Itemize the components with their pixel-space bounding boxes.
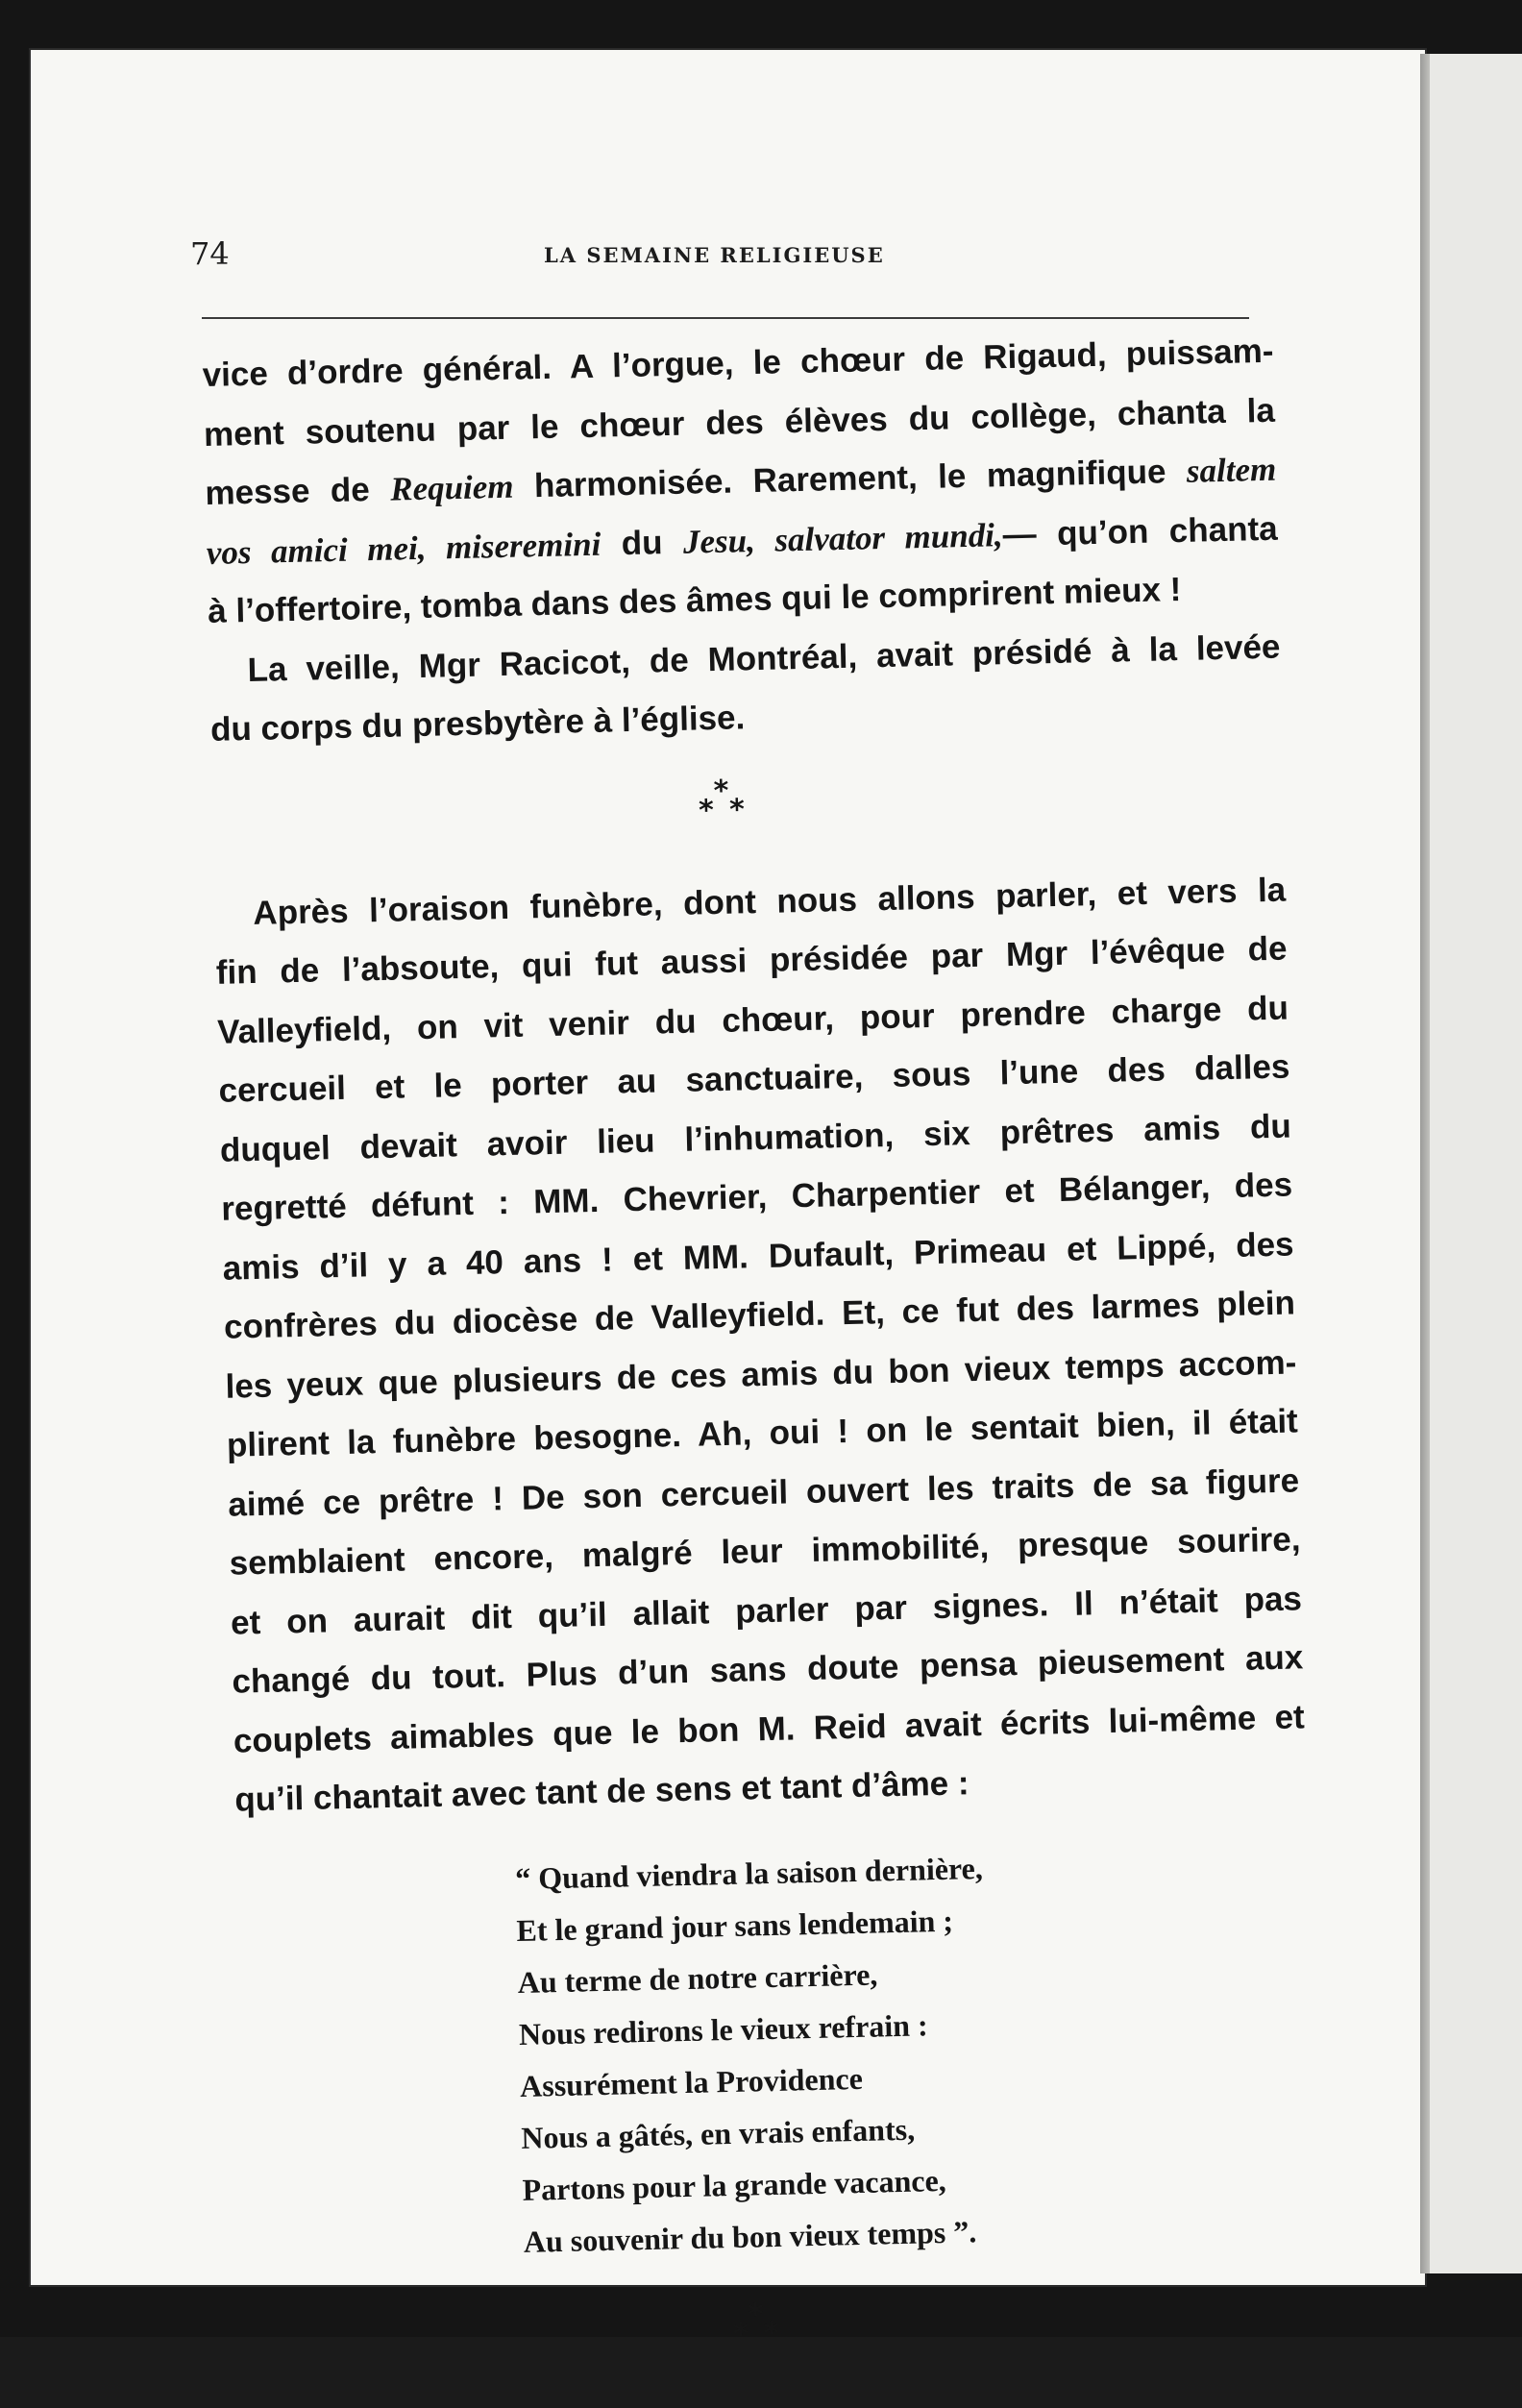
verse-line: Au souvenir du bon vieux temps ”. — [523, 2213, 977, 2259]
verse-line: Partons pour la grande vacance, — [522, 2162, 947, 2207]
text-line: confrères du diocèse de Valleyfield. Et, ce fut des larmes plein — [223, 1284, 1296, 1346]
text-run: — qu’on chanta — [1002, 509, 1279, 553]
asterism-star: * — [763, 2316, 780, 2350]
text-line: amis d’il y a 40 ans ! et MM. Dufault, Primeau et Lippé, des — [222, 1224, 1294, 1288]
text-line: changé du tout. Plus d’un sans doute pensa pieusement aux — [232, 1638, 1304, 1701]
text-line: plirent la funèbre besogne. Ah, oui ! on le sentait bien, il était — [226, 1402, 1299, 1464]
asterism-star: * — [748, 2297, 764, 2332]
verse-line: “ Quand viendra la saison dernière, — [514, 1850, 984, 1896]
text-line: les yeux que plusieurs de ces amis du bon vieux temps accom- — [225, 1342, 1297, 1406]
text-line: à l’offertoire, tomba dans des âmes qui le comprirent mieux ! — [207, 570, 1182, 630]
asterism-star: * — [732, 2317, 749, 2351]
page-number: 74 — [190, 235, 230, 272]
italic-run: Requiem — [389, 467, 514, 508]
text-line: La veille, Mgr Racicot, de Montréal, avait présidé à la levée — [247, 627, 1281, 689]
text-line: cercueil et le porter au sanctuaire, sous l’une des dalles — [218, 1047, 1290, 1110]
text-line: ment soutenu par le chœur des élèves du collège, chanta la — [203, 391, 1276, 454]
text-line: couplets aimables que le bon M. Reid avait écrits lui-même et — [233, 1697, 1306, 1760]
text-line: du corps du presbytère à l’église. — [209, 699, 746, 749]
verse-line: Assurément la Providence — [519, 2060, 864, 2103]
text-line: regretté défunt : MM. Chevrier, Charpentier et Bélanger, des — [220, 1166, 1293, 1228]
verse-line: Nous a gâtés, en vrais enfants, — [520, 2111, 916, 2155]
asterism — [692, 775, 790, 845]
running-head — [190, 235, 1266, 283]
text-line: Après l’oraison funèbre, dont nous allons parler, et vers la — [252, 871, 1287, 932]
asterism-star: * — [728, 792, 746, 827]
verse-line: Nous redirons le vieux refrain : — [518, 2006, 928, 2052]
paragraph-2 — [209, 617, 1283, 759]
paragraph-1 — [202, 322, 1280, 642]
asterism-star: * — [698, 793, 715, 827]
text-line: fin de l’absoute, qui fut aussi présidée par Mgr l’évêque de — [215, 929, 1288, 992]
header-rule — [202, 317, 1249, 319]
paragraph-3 — [214, 860, 1307, 1830]
text-run: du — [600, 523, 684, 563]
text-line: qu’il chantait avec tant de sens et tant d’âme : — [233, 1764, 970, 1819]
italic-run: saltem — [1186, 450, 1277, 490]
text-run: messe de — [205, 470, 391, 512]
italic-run: vos amici mei, miseremini — [206, 525, 601, 572]
asterism-star: * — [713, 774, 729, 808]
text-line: semblaient encore, malgré leur immobilité, presque sourire, — [229, 1520, 1301, 1583]
text-line: vice d’ordre général. A l’orgue, le chœur de Rigaud, puissam- — [202, 332, 1274, 394]
italic-run: Jesu, salvator mundi, — [682, 515, 1004, 561]
journal-title: LA SEMAINE RELIGIEUSE — [544, 243, 885, 267]
text-line: aimé ce prêtre ! De son cercueil ouvert les traits de sa figure — [227, 1461, 1300, 1524]
facing-page-edge — [1430, 54, 1522, 2273]
text-line: et on aurait dit qu’il allait parler par signes. Il n’était pas — [230, 1579, 1303, 1642]
verse-line: Et le grand jour sans lendemain ; — [516, 1903, 954, 1948]
verse-quotation — [515, 1834, 1317, 2268]
asterism — [726, 2298, 824, 2368]
text-line: duquel devait avoir lieu l’inhumation, six prêtres amis du — [219, 1106, 1292, 1169]
verse-line: Au terme de notre carrière, — [517, 1955, 878, 2000]
body-text — [202, 322, 1319, 2408]
text-line: Valleyfield, on vit venir du chœur, pour prendre charge du — [216, 989, 1289, 1051]
text-run: harmonisée. Rarement, le magnifique — [513, 452, 1188, 505]
